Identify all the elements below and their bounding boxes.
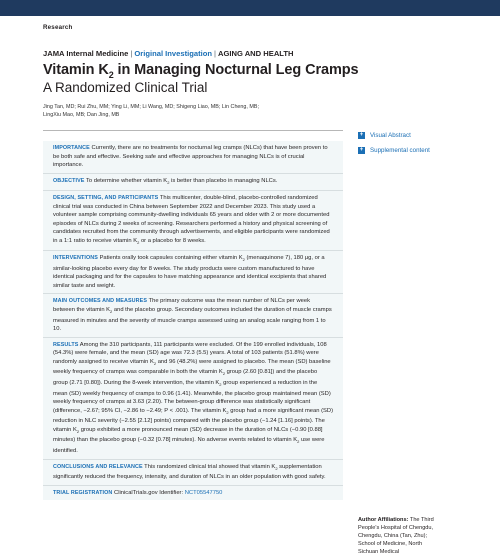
topic-label[interactable]: AGING AND HEALTH xyxy=(217,49,294,58)
author-affiliations: Author Affiliations: The Third People's Hospital of Chengdu, Chengdu, China (Tan, Zhu); School of Medicine, North Sichuan Medical xyxy=(358,517,434,555)
top-banner xyxy=(0,0,500,16)
abstract-box xyxy=(43,141,343,500)
section-label: Research xyxy=(43,24,73,31)
abstract-importance: IMPORTANCE Currently, there are no treatments for nocturnal leg cramps (NLCs) that have been proven to be both safe and effective. Seeking safe and effective approaches for managing NLCs is of crucial importance. xyxy=(53,145,328,168)
abstract-objective: OBJECTIVE To determine whether vitamin $K_2$ is better than placebo in managing NLCs. xyxy=(43,173,343,191)
abstract-results: RESULTS Among the 310 participants, 111 participants were excluded. Of the 199 enrolled individuals, 108 (54.3%) were female, and the mean (SD) age was 72.3 (5.5) years. A total of 103 patients (51.8%) were randomly assigned to receive vitamin $K_2$ and 96 (48.2%) were assigned to placebo. The mean (SD) baseline weekly frequency of cramps was comparable in both the vitamin $K_2$ group (2.60 [0.81]) and the placebo group (2.71 [0.80]). During the 8-week intervention, the vitamin $K_2$ group experienced a reduction in the mean (SD) weekly frequency of cramps to 0.96 (1.41). Meanwhile, the placebo group maintained mean (SD) weekly frequency of cramps at 3.63 (2.20). The between-group difference was statistically significant (difference, −2.67; 95% CI, −2.86 to −2.49; P < .001). The vitamin $K_2$ group had a more significant mean (SD) reduction in NLC severity (−2.55 [2.12] points) compared with the placebo group (−1.24 [1.16] points). The vitamin $K_2$ group exhibited a more pronounced mean (SD) decrease in the duration of NLCs (−0.90 [0.88] minutes) than the placebo group (−0.32 [0.78] minutes). No adverse events related to vitamin $K_2$ use were identified. xyxy=(43,337,343,459)
supplemental-content-link[interactable]: + Supplemental content xyxy=(359,147,430,154)
article-type[interactable]: Original Investigation xyxy=(134,49,212,58)
journal-line: JAMA Internal Medicine | Original Investigation | AGING AND HEALTH xyxy=(43,49,294,58)
article-title: Vitamin $K_2$ in Managing Nocturnal Leg Cramps xyxy=(43,62,359,80)
visual-abstract-link[interactable]: + Visual Abstract xyxy=(359,132,411,139)
abstract-registration: TRIAL REGISTRATION ClinicalTrials.gov Identifier: NCT05547750 xyxy=(43,485,343,501)
abstract-interventions: INTERVENTIONS Patients orally took capsules containing either vitamin $K_2$ (menaquinone 7), 180 μg, or a similar-looking placebo every day for 8 weeks. The study products were custom manufactured to have identical packaging and for the capsules to have matching appearance and identical excipients that shared similar taste and weight. xyxy=(43,250,343,293)
divider xyxy=(43,130,343,131)
journal-name[interactable]: JAMA Internal Medicine xyxy=(43,49,129,58)
plus-icon: + xyxy=(359,147,364,153)
abstract-conclusions: CONCLUSIONS AND RELEVANCE This randomized clinical trial showed that vitamin $K_2$ supplementation significantly reduced the frequency, intensity, and duration of NLCs in an older population with good safety. xyxy=(43,459,343,485)
author-list: Jing Tan, MD; Rui Zhu, MM; Ying Li, MM; Li Wang, MD; Shigeng Liao, MB; Lin Cheng, MB; LingXiu Mao, MB; Dan Jing, MB xyxy=(43,104,260,119)
plus-icon: + xyxy=(359,132,364,138)
trial-id-link[interactable]: NCT05547750 xyxy=(184,489,223,496)
abstract-design: DESIGN, SETTING, AND PARTICIPANTS This multicenter, double-blind, placebo-controlled randomized clinical trial was conducted in China between September 2022 and December 2023. This study used a volunteer sample comprising community-dwelling individuals 65 years and older with 2 or more documented episodes of NLCs during 2 weeks of screening. Researchers performed a history and physical screening of candidates recruited from the community through advertisements, and eligible participants were randomized in a 1:1 ratio to receive vitamin $K_2$ or a placebo for 8 weeks. xyxy=(43,190,343,250)
article-subtitle: A Randomized Clinical Trial xyxy=(43,80,208,95)
abstract-outcomes: MAIN OUTCOMES AND MEASURES The primary outcome was the mean number of NLCs per week between the vitamin $K_2$ and the placebo group. Secondary outcomes included the duration of muscle cramps measured in minutes and the severity of muscle cramps assessed using an analog scale ranging from 1 to 10. xyxy=(43,293,343,336)
